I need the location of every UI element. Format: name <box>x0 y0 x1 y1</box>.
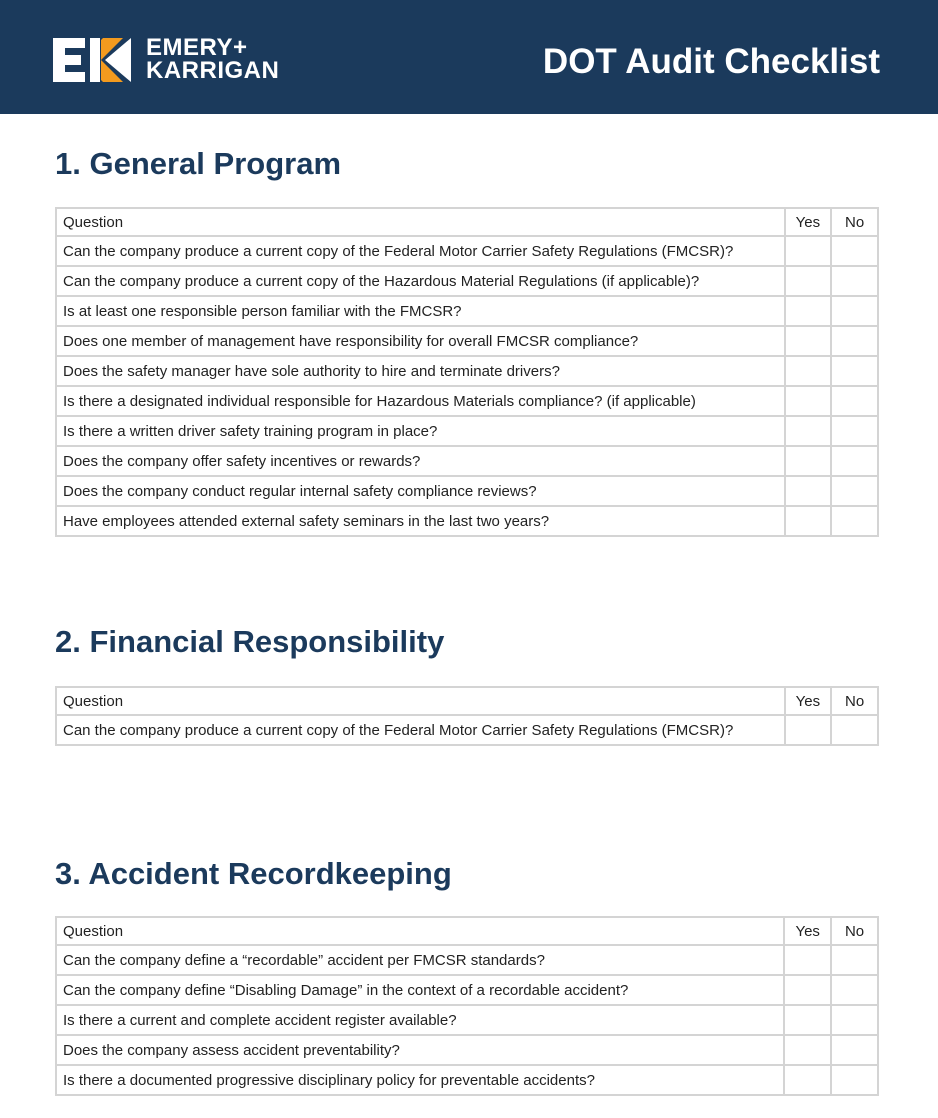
table-header-row <box>56 687 878 715</box>
question-text: Is there a written driver safety training program in place? <box>56 416 785 446</box>
checklist-table-general-program <box>55 207 879 537</box>
question-text: Does the company conduct regular internal safety compliance reviews? <box>56 476 785 506</box>
question-text: Is there a designated individual responsible for Hazardous Materials compliance? (if applicable) <box>56 386 785 416</box>
no-answer-cell[interactable] <box>831 945 878 975</box>
no-answer-cell[interactable] <box>831 326 878 356</box>
table-row <box>56 975 878 1005</box>
column-header-yes: Yes <box>784 917 831 945</box>
column-header-question: Question <box>56 687 785 715</box>
question-text: Does the safety manager have sole authority to hire and terminate drivers? <box>56 356 785 386</box>
question-text: Can the company produce a current copy of the Federal Motor Carrier Safety Regulations (FMCSR)? <box>56 715 785 745</box>
table-row <box>56 1035 878 1065</box>
column-header-question: Question <box>56 917 784 945</box>
no-answer-cell[interactable] <box>831 236 878 266</box>
no-answer-cell[interactable] <box>831 416 878 446</box>
table-row <box>56 266 878 296</box>
yes-answer-cell[interactable] <box>785 266 832 296</box>
section-title-financial-responsibility: 2. Financial Responsibility <box>55 624 445 659</box>
question-text: Does one member of management have responsibility for overall FMCSR compliance? <box>56 326 785 356</box>
no-answer-cell[interactable] <box>831 296 878 326</box>
yes-answer-cell[interactable] <box>784 1035 831 1065</box>
column-header-question: Question <box>56 208 785 236</box>
yes-answer-cell[interactable] <box>784 1065 831 1095</box>
table-row <box>56 945 878 975</box>
table-header-row <box>56 208 878 236</box>
table-row <box>56 326 878 356</box>
yes-answer-cell[interactable] <box>784 1005 831 1035</box>
yes-answer-cell[interactable] <box>784 945 831 975</box>
yes-answer-cell[interactable] <box>785 296 832 326</box>
question-text: Is there a documented progressive disciplinary policy for preventable accidents? <box>56 1065 784 1095</box>
table-row <box>56 236 878 266</box>
question-text: Can the company define “Disabling Damage” in the context of a recordable accident? <box>56 975 784 1005</box>
no-answer-cell[interactable] <box>831 715 878 745</box>
question-text: Can the company produce a current copy of the Federal Motor Carrier Safety Regulations (FMCSR)? <box>56 236 785 266</box>
document-title: DOT Audit Checklist <box>542 42 880 81</box>
question-text: Can the company define a “recordable” accident per FMCSR standards? <box>56 945 784 975</box>
section-title-accident-recordkeeping: 3. Accident Recordkeeping <box>55 856 452 891</box>
table-row <box>56 296 878 326</box>
question-text: Is there a current and complete accident register available? <box>56 1005 784 1035</box>
table-row <box>56 416 878 446</box>
question-text: Does the company offer safety incentives or rewards? <box>56 446 785 476</box>
column-header-yes: Yes <box>785 687 832 715</box>
question-text: Can the company produce a current copy of the Hazardous Material Regulations (if applicable)? <box>56 266 785 296</box>
yes-answer-cell[interactable] <box>785 386 832 416</box>
table-header-row <box>56 917 878 945</box>
no-answer-cell[interactable] <box>831 446 878 476</box>
yes-answer-cell[interactable] <box>785 236 832 266</box>
emery-karrigan-logo-icon <box>53 38 133 82</box>
table-row <box>56 476 878 506</box>
yes-answer-cell[interactable] <box>785 326 832 356</box>
brand-line-1: EMERY+ <box>146 34 248 61</box>
table-row <box>56 386 878 416</box>
no-answer-cell[interactable] <box>831 1065 878 1095</box>
table-row <box>56 1005 878 1035</box>
column-header-no: No <box>831 208 878 236</box>
yes-answer-cell[interactable] <box>785 476 832 506</box>
column-header-no: No <box>831 687 878 715</box>
table-row <box>56 446 878 476</box>
question-text: Does the company assess accident preventability? <box>56 1035 784 1065</box>
yes-answer-cell[interactable] <box>785 715 832 745</box>
checklist-table-financial-responsibility <box>55 686 879 746</box>
table-row <box>56 506 878 536</box>
no-answer-cell[interactable] <box>831 356 878 386</box>
yes-answer-cell[interactable] <box>785 506 832 536</box>
yes-answer-cell[interactable] <box>784 975 831 1005</box>
brand-line-2: KARRIGAN <box>146 57 280 84</box>
question-text: Have employees attended external safety seminars in the last two years? <box>56 506 785 536</box>
yes-answer-cell[interactable] <box>785 446 832 476</box>
column-header-yes: Yes <box>785 208 832 236</box>
question-text: Is at least one responsible person familiar with the FMCSR? <box>56 296 785 326</box>
no-answer-cell[interactable] <box>831 506 878 536</box>
table-row <box>56 715 878 745</box>
brand-name <box>146 36 279 82</box>
yes-answer-cell[interactable] <box>785 356 832 386</box>
page-header <box>0 0 938 114</box>
section-title-general-program: 1. General Program <box>55 146 342 181</box>
no-answer-cell[interactable] <box>831 975 878 1005</box>
no-answer-cell[interactable] <box>831 266 878 296</box>
no-answer-cell[interactable] <box>831 1005 878 1035</box>
table-row <box>56 356 878 386</box>
yes-answer-cell[interactable] <box>785 416 832 446</box>
no-answer-cell[interactable] <box>831 476 878 506</box>
checklist-table-accident-recordkeeping <box>55 916 879 1096</box>
table-row <box>56 1065 878 1095</box>
column-header-no: No <box>831 917 878 945</box>
no-answer-cell[interactable] <box>831 386 878 416</box>
no-answer-cell[interactable] <box>831 1035 878 1065</box>
